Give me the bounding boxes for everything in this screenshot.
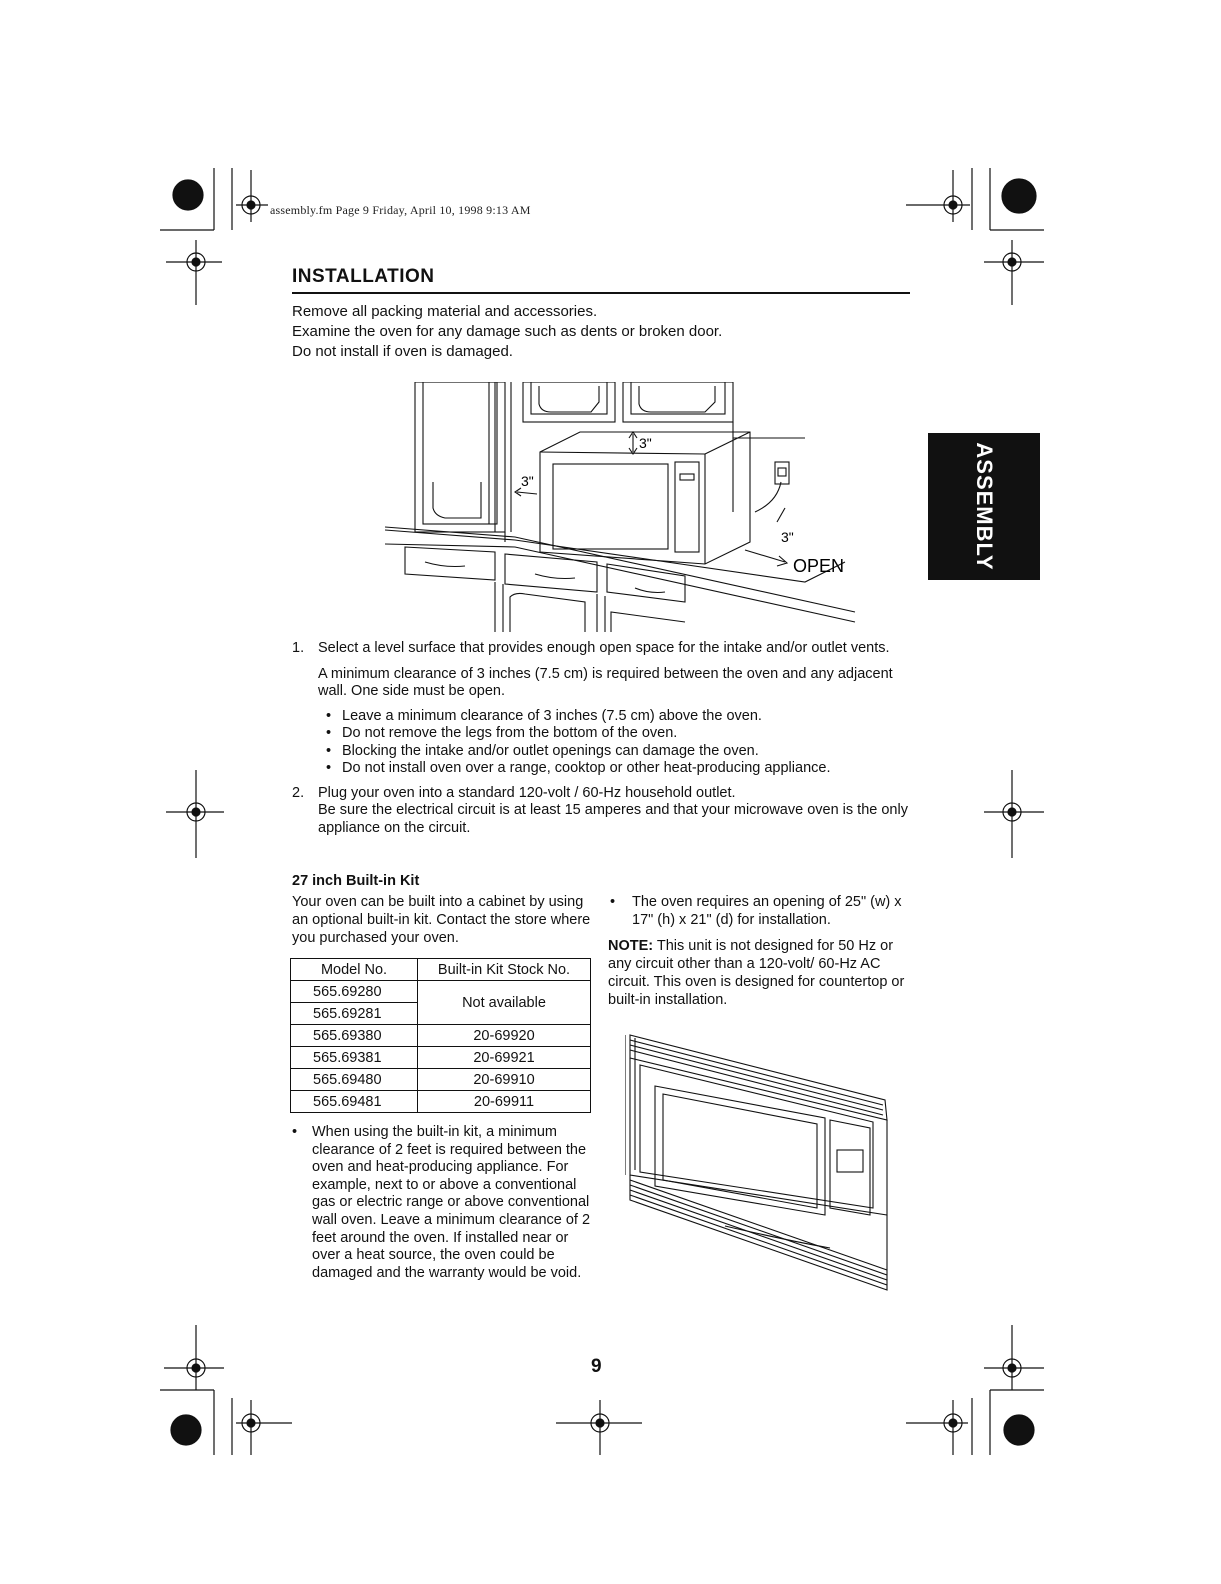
table-row — [291, 1047, 591, 1069]
open-side-label: OPEN — [793, 556, 845, 576]
list-item: • Do not remove the legs from the bottom of the oven. — [318, 725, 912, 743]
section-tab-label: ASSEMBLY — [972, 442, 997, 571]
table-cell: Not available — [418, 981, 591, 1025]
column-header: Model No. — [291, 959, 418, 981]
intro-line: Remove all packing material and accessories. — [292, 303, 598, 320]
power-note — [608, 937, 913, 1009]
list-item: • Blocking the intake and/or outlet openings can damage the oven. — [318, 743, 912, 761]
back-clearance-label: 3" — [781, 529, 794, 545]
title-rule — [292, 292, 910, 294]
step-1 — [292, 640, 912, 778]
step-number: 1. — [292, 640, 305, 656]
installation-steps — [292, 640, 912, 837]
step-2 — [292, 785, 912, 838]
table-row — [291, 1025, 591, 1047]
kit-heading: 27 inch Built-in Kit — [292, 873, 420, 889]
built-in-clearance-note — [292, 1124, 592, 1282]
table-header-row — [291, 959, 591, 981]
step-text: Plug your oven into a standard 120-volt / 60-Hz household outlet. — [318, 784, 736, 801]
note-text: This unit is not designed for 50 Hz or any circuit other than a 120-volt/ 60-Hz AC circuit. This oven is designed for countertop or built-in installation. — [608, 938, 905, 1008]
top-clearance-label: 3" — [639, 435, 652, 451]
note-label: NOTE: — [608, 938, 654, 954]
file-info-header: assembly.fm Page 9 Friday, April 10, 1998 9:13 AM — [270, 203, 531, 217]
table-cell: 20-69910 — [418, 1069, 591, 1091]
table-row — [291, 1091, 591, 1113]
table-cell: 565.69281 — [291, 1003, 418, 1025]
table-cell: 565.69481 — [291, 1091, 418, 1113]
kit-requirements — [608, 893, 913, 1009]
side-clearance-label: 3" — [521, 473, 534, 489]
table-cell: 20-69920 — [418, 1025, 591, 1047]
table-row — [291, 1069, 591, 1091]
table-cell: 565.69480 — [291, 1069, 418, 1091]
clearance-bullets — [318, 708, 912, 778]
section-tab — [928, 433, 1040, 580]
list-item: • Do not install oven over a range, cooktop or other heat-producing appliance. — [318, 760, 912, 778]
countertop-clearance-diagram — [385, 382, 865, 642]
column-header: Built-in Kit Stock No. — [418, 959, 591, 981]
table-row — [291, 981, 591, 1003]
list-item: • Leave a minimum clearance of 3 inches (7.5 cm) above the oven. — [318, 708, 912, 726]
table-cell: 20-69911 — [418, 1091, 591, 1113]
kit-description: Your oven can be built into a cabinet by using an optional built-in kit. Contact the store where you purchased your oven. — [292, 894, 591, 946]
intro-line: Examine the oven for any damage such as dents or broken door. — [292, 323, 723, 340]
list-item: • When using the built-in kit, a minimum clearance of 2 feet is required between the oven and heat-producing appliance. For example, next to or above a conventional gas or electric range or above conventional wall oven. Leave a minimum clearance of 2 feet around the oven. If installed near or over a heat source, the oven could be damaged and the warranty would be void. — [292, 1124, 592, 1282]
step-text: Select a level surface that provides enough open space for the intake and/or outlet vents. — [318, 640, 890, 656]
kit-table — [290, 958, 591, 1113]
built-in-kit-illustration — [625, 1030, 895, 1300]
table-cell: 20-69921 — [418, 1047, 591, 1069]
page-number: 9 — [591, 1356, 602, 1377]
page-title: INSTALLATION — [292, 266, 435, 287]
table-cell: 565.69380 — [291, 1025, 418, 1047]
step-number: 2. — [292, 784, 305, 801]
step-text: Be sure the electrical circuit is at least 15 amperes and that your microwave oven is the only appliance on the circuit. — [318, 802, 908, 836]
opening-requirement: • The oven requires an opening of 25" (w) x 17" (h) x 21" (d) for installation. — [608, 893, 913, 929]
intro-line: Do not install if oven is damaged. — [292, 343, 513, 360]
clearance-paragraph: A minimum clearance of 3 inches (7.5 cm) is required between the oven and any adjacent wall. One side must be open. — [318, 665, 893, 699]
table-cell: 565.69280 — [291, 981, 418, 1003]
table-cell: 565.69381 — [291, 1047, 418, 1069]
intro-text — [292, 302, 722, 362]
